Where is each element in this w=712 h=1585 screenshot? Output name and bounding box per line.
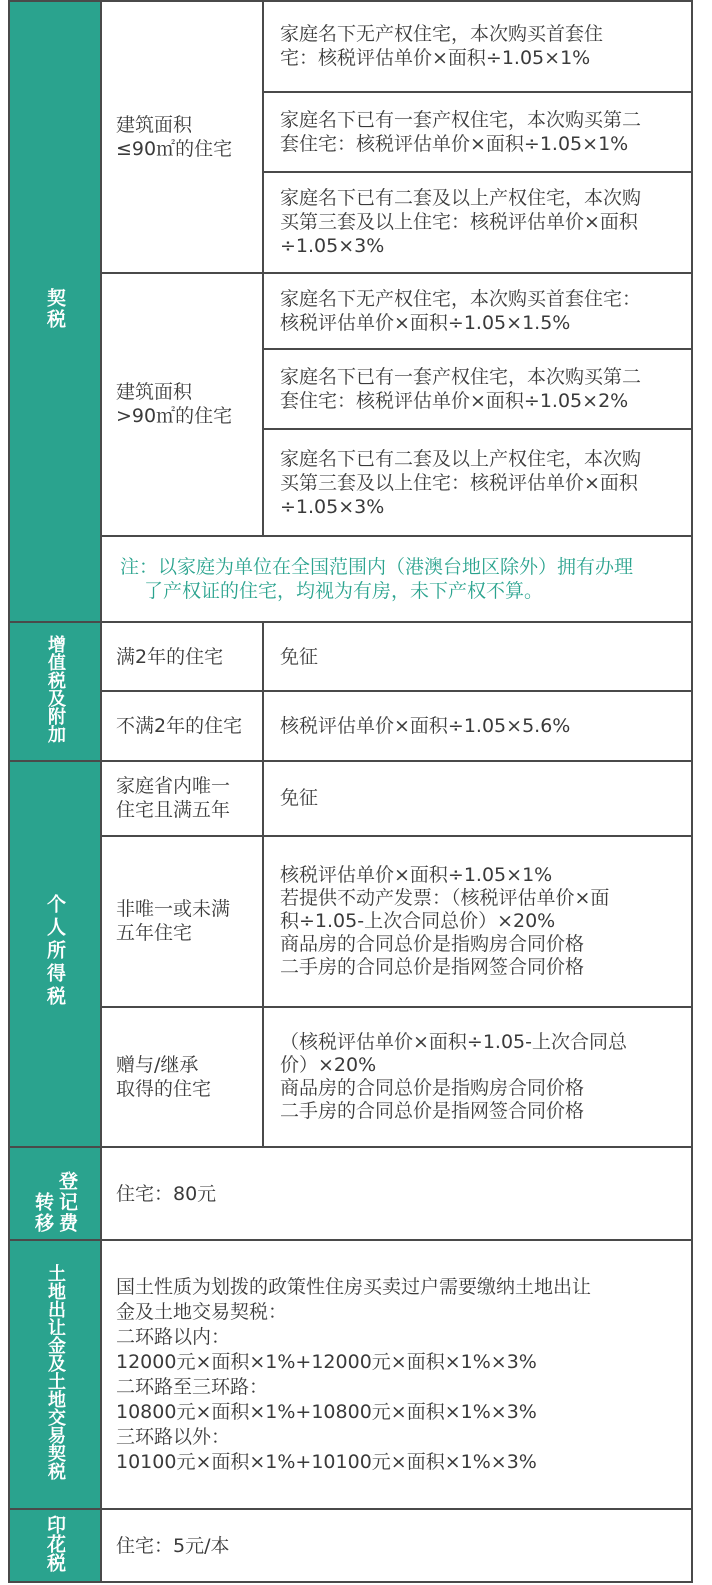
deed-tax-small-third-home: 家庭名下已有二套及以上产权住宅，本次购 买第三套及以上住宅：核税评估单价×面积 ÷1.05×3% — [263, 172, 692, 273]
vat-label: 增值税及附加 — [9, 622, 101, 761]
land-fee-label: 土地出让金及土地交易契税 — [9, 1240, 101, 1510]
vat-condition-under-2y: 不满2年的住宅 — [101, 691, 263, 761]
transfer-fee-label — [9, 1147, 101, 1240]
transfer-fee-label-col1: 转移 — [32, 1191, 54, 1234]
deed-tax-row-1 — [9, 1, 692, 92]
deed-tax-small-area-label: 建筑面积 ≤90㎡的住宅 — [101, 1, 263, 273]
deed-tax-large-first-home: 家庭名下无产权住宅，本次购买首套住宅： 核税评估单价×面积÷1.05×1.5% — [263, 273, 692, 349]
land-fee-row — [9, 1240, 692, 1510]
income-tax-value-not-only: 核税评估单价×面积÷1.05×1% 若提供不动产发票：（核税评估单价×面 积÷1.05-上次合同总价）×20% 商品房的合同总价是指购房合同价格 二手房的合同总价是指网签合同价格 — [263, 836, 692, 1007]
transfer-fee-label-col2: 登记费 — [56, 1170, 78, 1234]
transfer-fee-row — [9, 1147, 692, 1240]
deed-tax-label: 契税 — [9, 1, 101, 622]
income-tax-condition-gift: 赠与/继承 取得的住宅 — [101, 1007, 263, 1148]
income-tax-value-gift: （核税评估单价×面积÷1.05-上次合同总 价）×20% 商品房的合同总价是指购房合同价格 二手房的合同总价是指网签合同价格 — [263, 1007, 692, 1148]
income-tax-row-2 — [9, 836, 692, 1007]
income-tax-value-only-home: 免征 — [263, 761, 692, 835]
vat-row-1 — [9, 622, 692, 690]
deed-tax-large-third-home: 家庭名下已有二套及以上产权住宅，本次购 买第三套及以上住宅：核税评估单价×面积 ÷1.05×3% — [263, 429, 692, 536]
vat-row-2 — [9, 691, 692, 761]
income-tax-condition-not-only: 非唯一或未满 五年住宅 — [101, 836, 263, 1007]
income-tax-row-3 — [9, 1007, 692, 1148]
income-tax-condition-only-home: 家庭省内唯一 住宅且满五年 — [101, 761, 263, 835]
vat-condition-over-2y: 满2年的住宅 — [101, 622, 263, 690]
deed-tax-note-line2: 了产权证的住宅，均视为有房，未下产权不算。 — [144, 580, 544, 603]
vat-value-under-2y: 核税评估单价×面积÷1.05×5.6% — [263, 691, 692, 761]
deed-tax-note-row — [9, 536, 692, 622]
deed-tax-large-second-home: 家庭名下已有一套产权住宅，本次购买第二 套住宅：核税评估单价×面积÷1.05×2% — [263, 349, 692, 429]
deed-tax-row-4 — [9, 273, 692, 349]
vat-value-over-2y: 免征 — [263, 622, 692, 690]
stamp-tax-label: 印花税 — [9, 1509, 101, 1582]
income-tax-label: 个人所得税 — [9, 761, 101, 1147]
stamp-tax-row — [9, 1509, 692, 1582]
transfer-fee-value: 住宅：80元 — [101, 1147, 692, 1240]
income-tax-row-1 — [9, 761, 692, 835]
deed-tax-note-line1: 注：以家庭为单位在全国范围内（港澳台地区除外）拥有办理 — [120, 556, 634, 579]
deed-tax-note — [101, 536, 692, 622]
deed-tax-large-area-label: 建筑面积 >90㎡的住宅 — [101, 273, 263, 536]
land-fee-value: 国土性质为划拨的政策性住房买卖过户需要缴纳土地出让 金及土地交易契税： 二环路以内： 12000元×面积×1%+12000元×面积×1%×3% 二环路至三环路： 10800元×面积×1%+10800元×面积×1%×3% 三环路以外： 10100元×面积×1%+10100元×面积×1%×3% — [101, 1240, 692, 1510]
tax-fee-table — [8, 0, 693, 1583]
stamp-tax-value: 住宅：5元/本 — [101, 1509, 692, 1582]
deed-tax-small-first-home: 家庭名下无产权住宅，本次购买首套住 宅：核税评估单价×面积÷1.05×1% — [263, 1, 692, 92]
deed-tax-small-second-home: 家庭名下已有一套产权住宅，本次购买第二 套住宅：核税评估单价×面积÷1.05×1% — [263, 92, 692, 172]
